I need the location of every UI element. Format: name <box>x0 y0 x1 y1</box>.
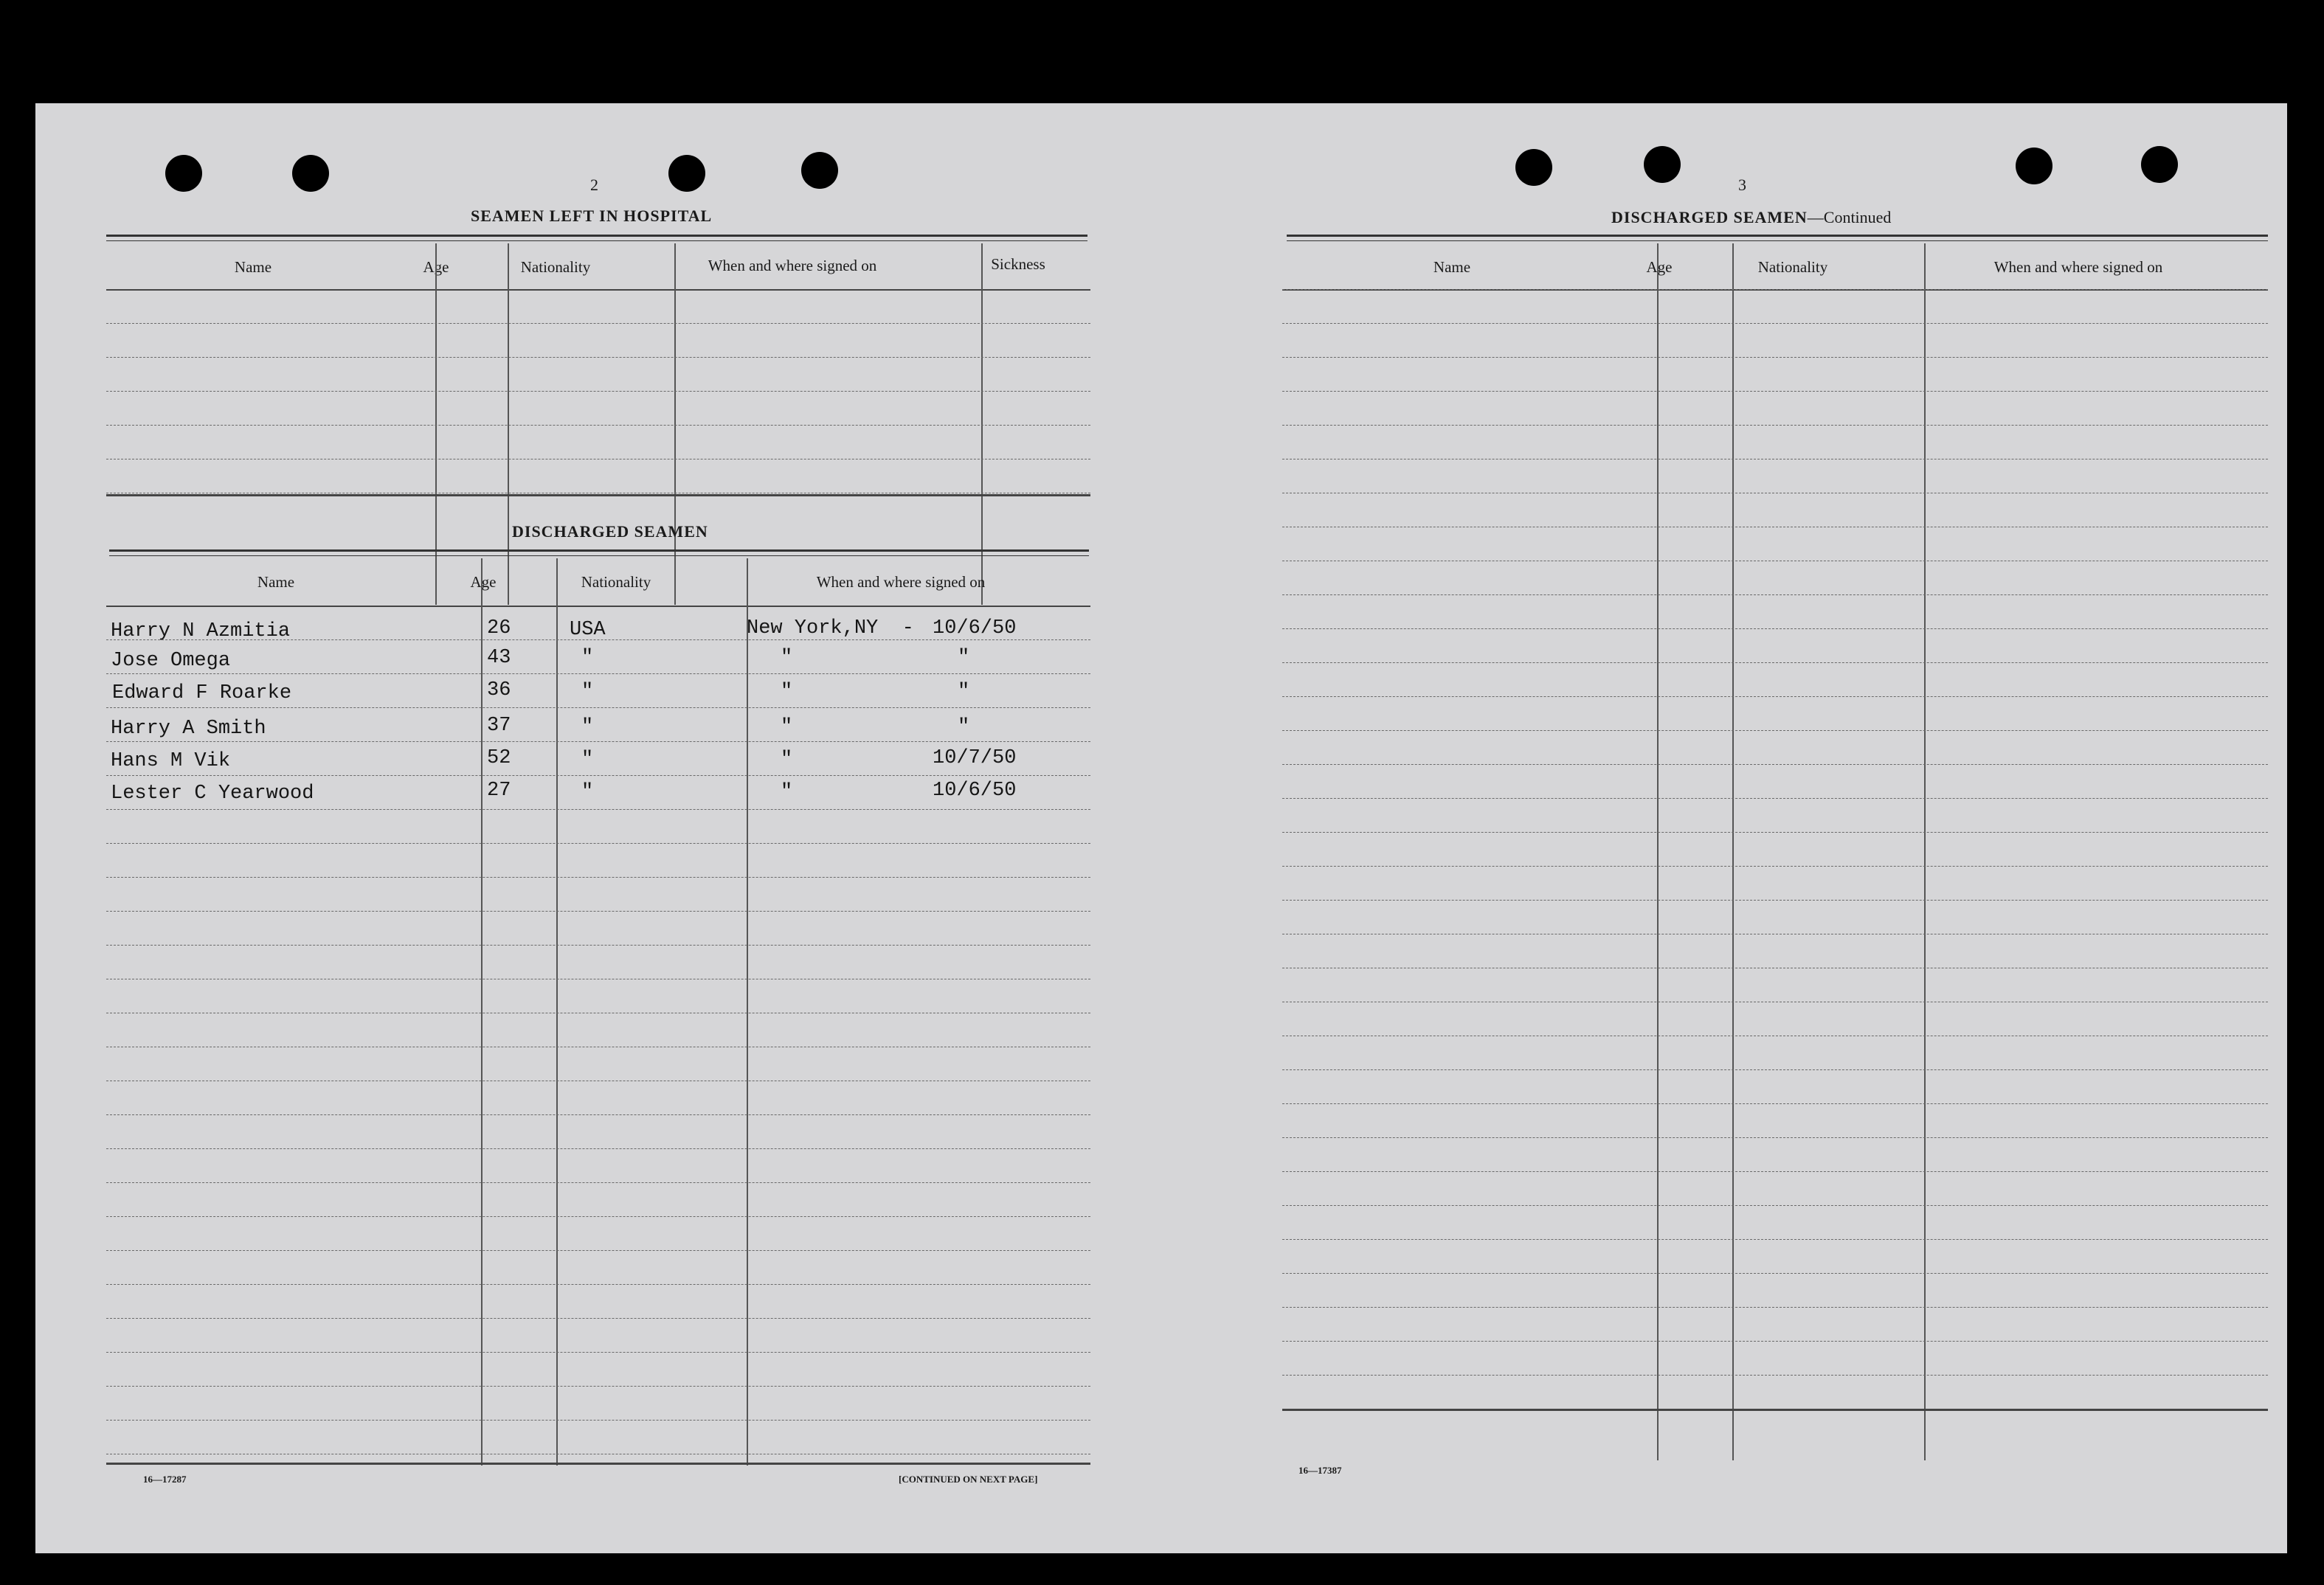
column-header-name: Name <box>257 573 295 591</box>
entry-name: Harry A Smith <box>111 718 266 740</box>
title-suffix: —Continued <box>1807 208 1892 226</box>
table-row <box>106 809 1090 810</box>
table-row <box>106 1318 1090 1319</box>
page-number: 2 <box>590 176 598 194</box>
entry-nationality: USA <box>570 619 606 641</box>
column-divider <box>747 558 748 1466</box>
entry-nationality: " <box>581 781 594 803</box>
entry-age: 52 <box>487 747 511 769</box>
table-row <box>106 843 1090 844</box>
continued-note: [CONTINUED ON NEXT PAGE] <box>899 1474 1038 1485</box>
table-row <box>1282 289 2268 290</box>
table-row <box>106 911 1090 912</box>
column-header-sickness: Sickness <box>991 255 1045 273</box>
form-number: 16—17287 <box>143 1474 187 1485</box>
right-page <box>1161 103 2287 1553</box>
column-divider <box>1732 243 1734 1460</box>
left-page <box>35 103 1161 1553</box>
table-row <box>106 1284 1090 1285</box>
table-header <box>1282 243 2268 291</box>
entry-name: Lester C Yearwood <box>111 783 314 805</box>
entry-nationality: " <box>581 716 594 738</box>
column-divider <box>1924 243 1926 1460</box>
table-row <box>106 707 1090 708</box>
table-bottom-rule <box>106 494 1090 496</box>
table-row <box>106 1148 1090 1149</box>
column-divider <box>1657 243 1659 1460</box>
entry-age: 36 <box>487 679 511 701</box>
table-row <box>1282 1375 2268 1376</box>
table-bottom-rule <box>1282 1409 2268 1411</box>
table-row <box>106 1182 1090 1183</box>
table-row <box>1282 900 2268 901</box>
table-row <box>1282 1137 2268 1138</box>
table-row <box>106 877 1090 878</box>
table-row <box>1282 1341 2268 1342</box>
entry-when: " <box>958 681 970 703</box>
table-row <box>106 425 1090 426</box>
table-row <box>1282 696 2268 697</box>
discharged-section-title: DISCHARGED SEAMEN <box>512 522 708 541</box>
entry-age: 27 <box>487 780 511 802</box>
table-row <box>1282 866 2268 867</box>
ledger-sheet <box>35 103 2287 1553</box>
column-header-name: Name <box>1433 258 1471 276</box>
entry-where: " <box>781 681 793 703</box>
column-header-name: Name <box>234 258 272 276</box>
title-text: DISCHARGED SEAMEN <box>1611 208 1808 226</box>
column-header-age: Age <box>1646 258 1673 276</box>
entry-name: Hans M Vik <box>111 750 231 772</box>
table-row <box>1282 1103 2268 1104</box>
hospital-section-title: SEAMEN LEFT IN HOSPITAL <box>471 207 713 225</box>
table-row <box>1282 1205 2268 1206</box>
entry-nationality: " <box>581 681 594 703</box>
column-header-when-where: When and where signed on <box>816 573 986 591</box>
entry-age: 37 <box>487 715 511 737</box>
table-row <box>1282 832 2268 833</box>
entry-nationality: " <box>581 647 594 669</box>
column-header-nationality: Nationality <box>1757 258 1828 276</box>
entry-where: " <box>781 749 793 771</box>
entry-where: " <box>781 781 793 803</box>
form-number: 16—17387 <box>1298 1465 1342 1476</box>
table-row <box>106 1420 1090 1421</box>
table-row <box>1282 1171 2268 1172</box>
double-rule <box>1287 235 2268 241</box>
entry-when: " <box>958 647 970 669</box>
column-header-nationality: Nationality <box>520 258 591 276</box>
entry-name: Harry N Azmitia <box>111 620 291 642</box>
column-divider <box>481 558 483 1466</box>
table-row <box>1282 323 2268 324</box>
table-row <box>1282 1307 2268 1308</box>
entry-when: 10/7/50 <box>933 747 1017 769</box>
table-row <box>1282 1069 2268 1070</box>
table-row <box>1282 1239 2268 1240</box>
table-row <box>106 673 1090 674</box>
table-row <box>1282 628 2268 629</box>
entry-age: 43 <box>487 647 511 669</box>
entry-when: 10/6/50 <box>933 780 1017 802</box>
table-row <box>1282 357 2268 358</box>
column-header-when-where: When and where signed on <box>708 257 877 274</box>
double-rule <box>109 549 1089 556</box>
entry-when: 10/6/50 <box>933 617 1017 639</box>
table-row <box>1282 391 2268 392</box>
page-number: 3 <box>1738 176 1746 194</box>
table-header <box>106 558 1090 607</box>
column-header-nationality: Nationality <box>581 573 651 591</box>
entry-nationality: " <box>581 749 594 771</box>
table-row <box>106 775 1090 776</box>
entry-when: " <box>958 716 970 738</box>
column-divider <box>556 558 558 1466</box>
table-row <box>1282 662 2268 663</box>
table-row <box>1282 425 2268 426</box>
table-row <box>1282 594 2268 595</box>
table-row <box>106 1216 1090 1217</box>
entry-name: Jose Omega <box>111 650 231 672</box>
table-row <box>106 1386 1090 1387</box>
entry-where: " <box>781 647 793 669</box>
column-header-when-where: When and where signed on <box>1993 258 2163 276</box>
table-row <box>106 1352 1090 1353</box>
table-row <box>106 357 1090 358</box>
discharged-continued-table <box>1282 243 2268 1460</box>
entry-where: " <box>781 716 793 738</box>
table-row <box>1282 764 2268 765</box>
table-row <box>1282 1273 2268 1274</box>
table-row <box>1282 730 2268 731</box>
column-header-age: Age <box>470 573 497 591</box>
table-bottom-rule <box>106 1463 1090 1465</box>
table-row <box>106 741 1090 742</box>
table-row <box>1282 798 2268 799</box>
entry-age: 26 <box>487 617 511 639</box>
double-rule <box>106 235 1087 241</box>
table-row <box>106 945 1090 946</box>
column-header-age: Age <box>423 258 449 276</box>
table-row <box>106 1250 1090 1251</box>
table-header <box>106 243 1090 291</box>
table-row <box>106 323 1090 324</box>
table-row <box>106 391 1090 392</box>
entry-name: Edward F Roarke <box>112 682 292 704</box>
discharged-continued-title <box>1611 208 1891 227</box>
table-row <box>106 1114 1090 1115</box>
entry-where: New York,NY - <box>747 617 914 639</box>
